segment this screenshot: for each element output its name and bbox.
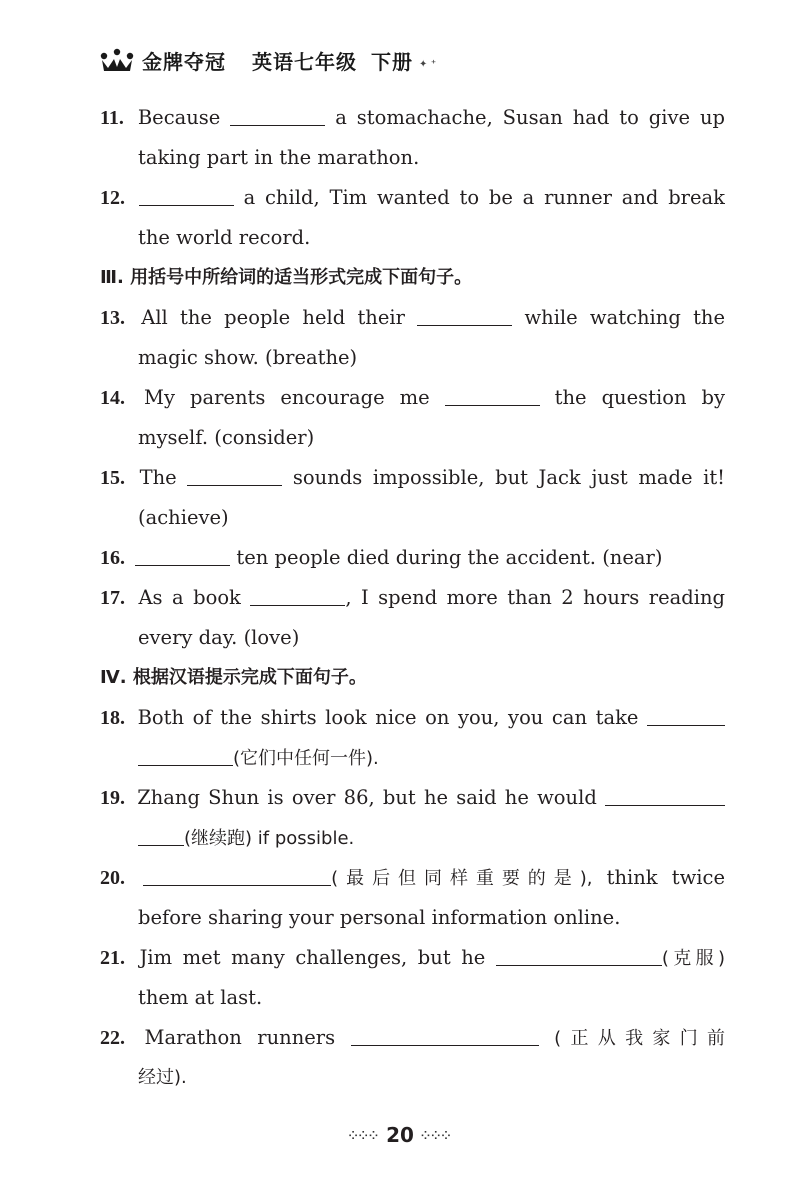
section-4-heading: Ⅳ. 根据汉语提示完成下面句子。 — [100, 667, 367, 688]
question-16: 16. ten people died during the accident. (near) — [100, 546, 663, 569]
volume-title: 下册 — [371, 49, 413, 74]
answer-blank[interactable] — [647, 705, 725, 726]
subject-title: 英语七年级 — [252, 49, 357, 74]
dots-decoration-left: ⁘⁘⁘ — [348, 1129, 380, 1142]
answer-blank[interactable] — [496, 945, 662, 966]
answer-blank[interactable] — [605, 785, 725, 806]
answer-blank[interactable] — [143, 865, 331, 886]
answer-blank[interactable] — [230, 105, 325, 126]
question-18: 18. Both of the shirts look nice on you, you can take — [100, 698, 725, 738]
page-footer — [0, 1123, 800, 1147]
question-14-cont: myself. (consider) — [138, 426, 315, 449]
question-21: 21. Jim met many challenges, but he (克服) — [100, 946, 725, 969]
dots-decoration-right: ⁘⁘⁘ — [420, 1129, 452, 1142]
answer-blank[interactable] — [138, 825, 184, 846]
question-14: 14. My parents encourage me the question by — [100, 386, 725, 409]
crown-icon — [100, 48, 134, 72]
answer-blank[interactable] — [445, 385, 540, 406]
brand-title: 金牌夺冠 — [142, 49, 226, 74]
question-12-cont: the world record. — [138, 226, 311, 249]
question-17-cont: every day. (love) — [138, 626, 300, 649]
answer-blank[interactable] — [351, 1025, 539, 1046]
question-19-cont: (继续跑) if possible. — [100, 818, 725, 858]
question-13: 13. All the people held their while watching the — [100, 306, 725, 329]
question-22-cont: 经过). — [138, 1067, 187, 1088]
question-19: 19. Zhang Shun is over 86, but he said he would — [100, 778, 725, 818]
question-11-cont: taking part in the marathon. — [138, 146, 420, 169]
answer-blank[interactable] — [417, 305, 512, 326]
answer-blank[interactable] — [139, 185, 234, 206]
answer-blank[interactable] — [138, 745, 233, 766]
question-18-cont: (它们中任何一件). — [100, 738, 725, 778]
section-3-heading: Ⅲ. 用括号中所给词的适当形式完成下面句子。 — [100, 267, 473, 288]
page-number: 20 — [386, 1123, 414, 1147]
question-13-cont: magic show. (breathe) — [138, 346, 358, 369]
question-11: 11. Because a stomachache, Susan had to give up — [100, 106, 725, 129]
answer-blank[interactable] — [250, 585, 345, 606]
sparkle-icon: ✦ ⁺ — [419, 58, 437, 70]
question-20-cont: before sharing your personal information online. — [138, 906, 621, 929]
answer-blank[interactable] — [135, 545, 230, 566]
exercise-content — [100, 98, 725, 1098]
question-15-cont: (achieve) — [138, 506, 229, 529]
question-21-cont: them at last. — [138, 986, 263, 1009]
question-12: 12. a child, Tim wanted to be a runner and break — [100, 186, 725, 209]
question-20: 20. (最后但同样重要的是), think twice — [100, 866, 725, 889]
page-header — [100, 38, 436, 82]
answer-blank[interactable] — [187, 465, 282, 486]
question-22: 22. Marathon runners (正从我家门前 — [100, 1026, 725, 1049]
question-17: 17. As a book , I spend more than 2 hours reading — [100, 586, 725, 609]
question-15: 15. The sounds impossible, but Jack just made it! — [100, 466, 725, 489]
